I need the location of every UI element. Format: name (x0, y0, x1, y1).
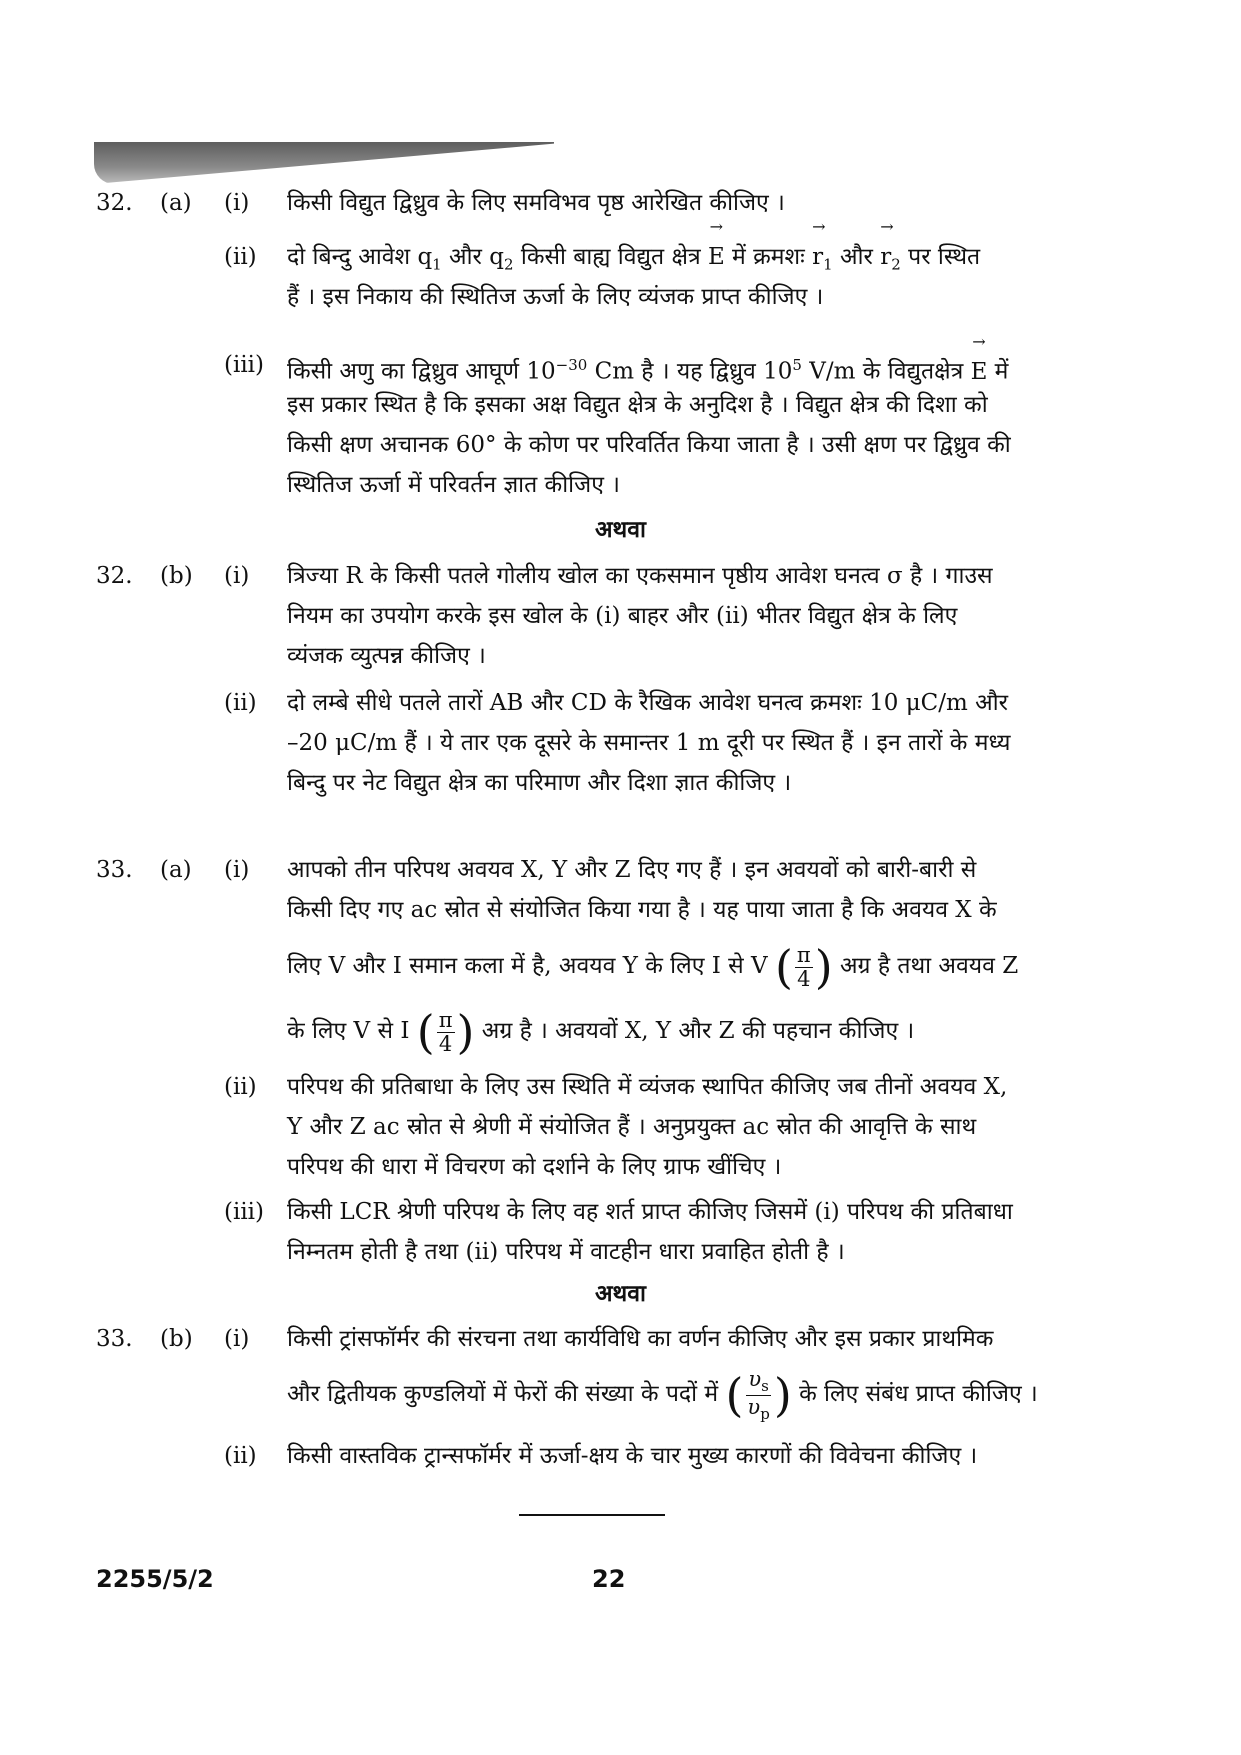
or-separator: अथवा (594, 516, 646, 543)
question-text-line: और द्वितीयक कुण्डलियों में फेरों की संख्या के पदों में ( $\upsilon_s$ $\upsilon_p$ ) के लिए संबंध प्राप्त कीजिए । (287, 1366, 1038, 1423)
question-text-line: नियम का उपयोग करके इस खोल के (i) बाहर और (ii) भीतर विद्युत क्षेत्र के लिए (287, 603, 958, 629)
part-label: (i) (224, 190, 250, 216)
part-label: (iii) (224, 1199, 265, 1225)
question-text-line: किसी LCR श्रेणी परिपथ के लिए वह शर्त प्राप्त कीजिए जिसमें (i) परिपथ की प्रतिबाधा (287, 1199, 1013, 1225)
question-text-line: –20 μC/m हैं । ये तार एक दूसरे के समान्तर 1 m दूरी पर स्थित हैं । इन तारों के मध्य (287, 730, 1011, 756)
question-text-line: स्थितिज ऊर्जा में परिवर्तन ज्ञात कीजिए । (287, 472, 620, 498)
question-text-line: किसी दिए गए ac स्रोत से संयोजित किया गया है । यह पाया जाता है कि अवयव X के (287, 897, 997, 923)
question-sub-label: (a) (160, 857, 192, 883)
question-sub-label: (a) (160, 190, 192, 216)
question-text-line: किसी ट्रांसफॉर्मर की संरचना तथा कार्यविधि का वर्णन कीजिए और इस प्रकार प्राथमिक (287, 1326, 994, 1352)
question-text-line: Y और Z ac स्रोत से श्रेणी में संयोजित हैं । अनुप्रयुक्त ac स्रोत की आवृत्ति के साथ (287, 1114, 977, 1140)
question-sub-label: (b) (160, 1326, 193, 1352)
part-label: (i) (224, 1326, 250, 1352)
question-text-line: त्रिज्या R के किसी पतले गोलीय खोल का एकसमान पृष्ठीय आवेश घनत्व σ है । गाउस (287, 563, 993, 589)
question-text-line: परिपथ की धारा में विचरण को दर्शाने के लिए ग्राफ खींचिए । (287, 1154, 782, 1180)
question-text-line: लिए V और I समान कला में है, अवयव Y के लिए I से V ( π 4 ) अग्र है तथा अवयव Z (287, 940, 1019, 994)
part-label: (i) (224, 857, 250, 883)
vector-e: → E (971, 352, 988, 392)
vector-r2: → r (880, 237, 891, 277)
header-band (94, 142, 554, 184)
question-text-line: किसी क्षण अचानक 60° के कोण पर परिवर्तित किया जाता है । उसी क्षण पर द्विध्रुव की (287, 432, 1011, 458)
or-separator: अथवा (594, 1280, 646, 1307)
question-text: किसी विद्युत द्विध्रुव के लिए समविभव पृष्ठ आरेखित कीजिए । (287, 190, 785, 216)
fraction-vs-over-vp: ( $\upsilon_s$ $\upsilon_p$ ) (725, 1366, 792, 1423)
fraction-pi-over-4: ( π 4 ) (774, 940, 833, 994)
question-text-line: इस प्रकार स्थित है कि इसका अक्ष विद्युत क्षेत्र के अनुदिश है । विद्युत क्षेत्र की दिशा को (287, 392, 988, 418)
question-text-line: हैं । इस निकाय की स्थितिज ऊर्जा के लिए व्यंजक प्राप्त कीजिए । (287, 284, 824, 310)
question-text-line: आपको तीन परिपथ अवयव X, Y और Z दिए गए हैं । इन अवयवों को बारी-बारी से (287, 857, 977, 883)
question-number: 33. (96, 857, 133, 883)
vector-r1: → r (812, 237, 823, 277)
paper-code: 2255/5/2 (96, 1565, 214, 1593)
part-label: (ii) (224, 1443, 257, 1469)
question-text-line: किसी वास्तविक ट्रान्सफॉर्मर में ऊर्जा-क्षय के चार मुख्य कारणों की विवेचना कीजिए । (287, 1443, 978, 1469)
end-divider (519, 1514, 665, 1516)
part-label: (ii) (224, 244, 257, 270)
question-text: दो बिन्दु आवेश $q_1$ और $q_2$ किसी बाह्य विद्युत क्षेत्र → E में क्रमशः → $r_1$ और → $r_2$ पर स्थित (287, 237, 1093, 285)
question-number: 32. (96, 563, 133, 589)
question-text-line: के लिए V से I ( π 4 ) अग्र है । अवयवों X, Y और Z की पहचान कीजिए । (287, 1005, 915, 1059)
question-number: 33. (96, 1326, 133, 1352)
part-label: (iii) (224, 352, 265, 378)
question-text-line: बिन्दु पर नेट विद्युत क्षेत्र का परिमाण और दिशा ज्ञात कीजिए । (287, 770, 792, 796)
page-number: 22 (592, 1565, 626, 1593)
fraction-pi-over-4: ( π 4 ) (416, 1005, 475, 1059)
part-label: (i) (224, 563, 250, 589)
vector-e: → E (708, 237, 725, 277)
question-number: 32. (96, 190, 133, 216)
question-sub-label: (b) (160, 563, 193, 589)
question-text-line: परिपथ की प्रतिबाधा के लिए उस स्थिति में व्यंजक स्थापित कीजिए जब तीनों अवयव X, (287, 1074, 1008, 1100)
part-label: (ii) (224, 690, 257, 716)
question-text: किसी अणु का द्विध्रुव आघूर्ण $10^{-30}$ Cm है । यह द्विध्रुव $10^5$ V/m के विद्युतक्षेत्र → E में (287, 345, 1093, 392)
part-label: (ii) (224, 1074, 257, 1100)
question-text-line: व्यंजक व्युत्पन्न कीजिए । (287, 643, 486, 669)
question-text-line: दो लम्बे सीधे पतले तारों AB और CD के रैखिक आवेश घनत्व क्रमशः 10 μC/m और (287, 690, 1009, 716)
question-text-line: निम्नतम होती है तथा (ii) परिपथ में वाटहीन धारा प्रवाहित होती है । (287, 1239, 845, 1265)
